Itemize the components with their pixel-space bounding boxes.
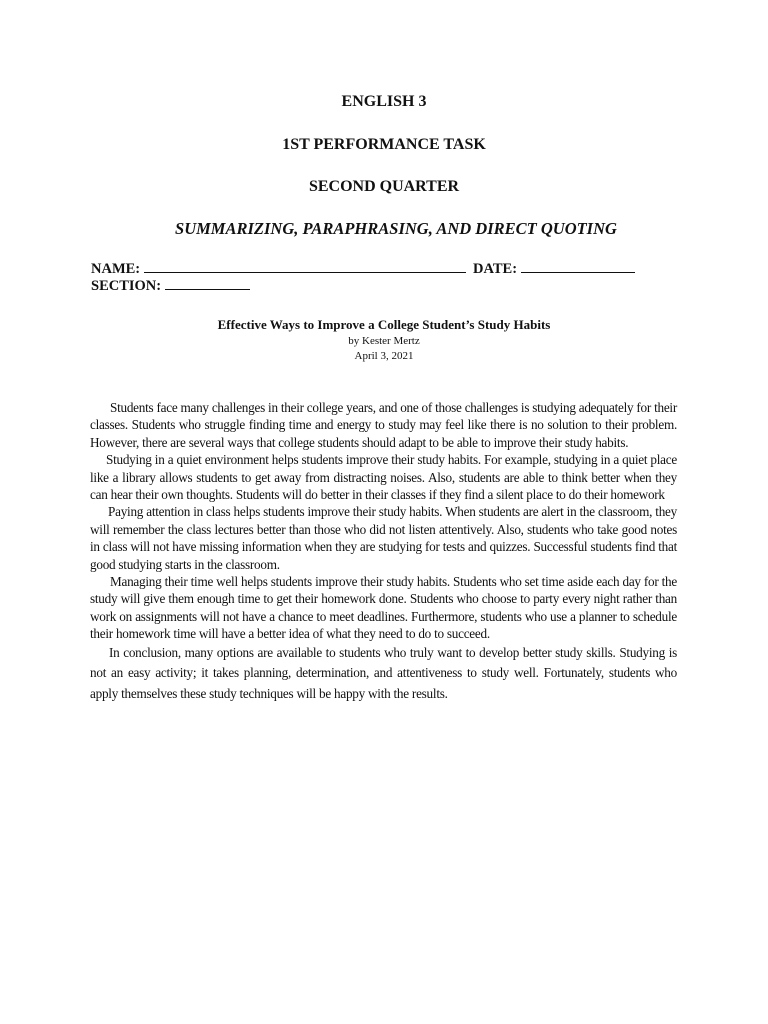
paragraph-time-management: Managing their time well helps students improve their study habits. Students who set time aside each day for the study will give them enough time to get their homework done. Students who choose to party every night rather than work on assignments will not have a chance to meet deadlines. Furthermore, students who use a planner to schedule their homework time will have a better idea of what they need to do to succeed. (90, 574, 677, 642)
date-label: DATE: (473, 261, 518, 277)
paragraph-quiet-environment: Studying in a quiet environment helps students improve their study habits. For example, studying in a quiet place like a library allows students to get away from distracting noises. Also, students are able to think better when they can hear their own thoughts. Students will do better in their classes if they find a silent place to do their homework (90, 452, 677, 503)
name-blank-line (144, 261, 466, 273)
date-blank-line (521, 261, 635, 273)
paragraph-introduction: Students face many challenges in their college years, and one of those challenges is studying adequately for their classes. Students who struggle finding time and energy to study may feel like there is no solution to their problem. However, there are several ways that college students should adapt to be able to improve their study habits. (90, 400, 677, 450)
name-date-row (91, 261, 635, 278)
article-title: Effective Ways to Improve a College Student’s Study Habits (217, 317, 551, 332)
paragraph-paying-attention: Paying attention in class helps students improve their study habits. When students are alert in the classroom, they will remember the class lectures better than those who did not listen attentively. Also, students who take good notes in class will not have missing information when they are studying for tests and quizzes. Successful students find that good studying starts in the classroom. (90, 504, 677, 572)
article-author: by Kester Mertz (348, 335, 420, 347)
section-blank-line (165, 278, 250, 290)
article-body (90, 399, 677, 704)
task-title: 1ST PERFORMANCE TASK (282, 136, 486, 153)
section-label: SECTION: (91, 278, 162, 294)
section-row (91, 278, 250, 295)
quarter-title: SECOND QUARTER (308, 178, 460, 195)
paragraph-conclusion: In conclusion, many options are available to students who truly want to develop better study skills. Studying is not an easy activity; it takes planning, determination, and attentiveness to study well. Fortunately, students who apply themselves these study techniques will be happy with the results. (90, 644, 677, 701)
course-title: ENGLISH 3 (341, 93, 427, 110)
name-label: NAME: (91, 261, 141, 277)
topic-title: SUMMARIZING, PARAPHRASING, AND DIRECT QUOTING (175, 219, 617, 238)
article-date: April 3, 2021 (354, 350, 414, 362)
